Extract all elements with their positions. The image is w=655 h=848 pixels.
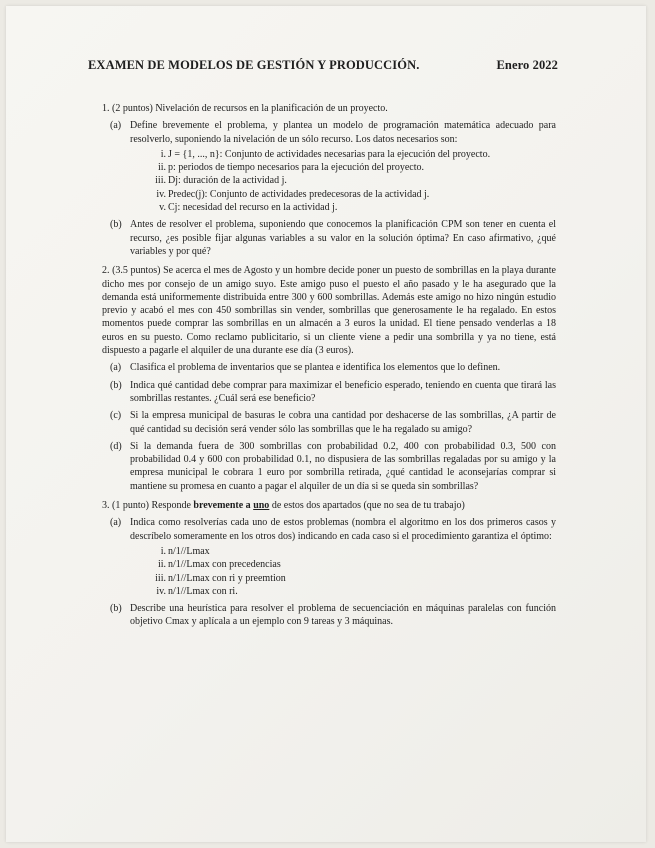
sub-label: (b) — [110, 603, 122, 615]
question-number: 1. — [102, 103, 110, 114]
question-text: (1 punto) Responde — [112, 500, 191, 512]
question-number: 3. — [102, 500, 110, 512]
question-2c — [110, 409, 556, 436]
exam-sheet — [6, 6, 646, 842]
question-3b — [110, 602, 556, 629]
item-list — [130, 148, 556, 214]
sub-label: (c) — [110, 410, 122, 422]
item-number: ii. — [157, 559, 166, 571]
question-1b — [110, 218, 556, 258]
list-item — [150, 585, 556, 598]
list-item — [150, 545, 556, 558]
sub-text: Define brevemente el problema, y plantea un modelo de programación matemática adecuado para resolverlo, suponiendo la nivelación de un sólo recurso. Los datos necesarios son: — [130, 120, 556, 145]
item-number: iii. — [155, 175, 166, 187]
item-text: Predec(j): Conjunto de actividades predecesoras de la actividad j. — [168, 188, 430, 200]
item-number: v. — [159, 202, 166, 214]
question-text-rest: de estos dos apartados (que no sea de tu trabajo) — [271, 500, 465, 512]
sub-text: Si la empresa municipal de basuras le cobra una cantidad por deshacerse de las sombrillas, ¿A partir de qué cantidad su decisión será vender sólo las sombrillas que le ha regalado su amigo? — [130, 410, 556, 435]
question-2a — [110, 361, 556, 374]
sub-text: Si la demanda fuera de 300 sombrillas con probabilidad 0.2, 400 con probabilidad 0.3, 500 con probabilidad 0.4 y 600 con probabilidad 0.1, no dispusiera de las sombrillas regaladas por su amigo y la empresa municipal le cobrara 1 euro por sombrilla retirada, ¿qué cantidad le aconsejarías comprar si mantiene su promesa en cuanto a pagar el alquiler de un día si se queda sin sombrillas? — [130, 440, 556, 492]
question-text: (2 puntos) Nivelación de recursos en la planificación de un proyecto. — [112, 103, 388, 114]
list-item — [150, 201, 556, 214]
list-item — [150, 161, 556, 174]
question-3 — [102, 499, 556, 629]
item-text: Dj: duración de la actividad j. — [168, 175, 287, 187]
sub-label: (b) — [110, 219, 122, 231]
list-item — [150, 174, 556, 187]
item-number: ii. — [157, 162, 166, 174]
sub-text: Indica qué cantidad debe comprar para maximizar el beneficio esperado, teniendo en cuenta que tirará las sombrillas restantes. ¿Cuál será ese beneficio? — [130, 379, 556, 404]
item-text: n/1//Lmax con ri y preemtion — [168, 572, 286, 584]
sub-label: (b) — [110, 379, 122, 391]
sub-text: Clasifica el problema de inventarios que se plantea e identifica los elementos que lo definen. — [130, 362, 501, 374]
item-list — [130, 545, 556, 598]
item-number: iv. — [156, 188, 166, 200]
question-1a — [110, 119, 556, 214]
question-2b — [110, 379, 556, 406]
question-number: 2. — [102, 265, 110, 277]
item-text: n/1//Lmax con ri. — [168, 585, 238, 597]
sub-text: Indica como resolverías cada uno de estos problemas (nombra el algoritmo en los dos primeros casos y descríbelo someramente en los otros dos) indicando en cada caso si el procedimiento garantiza el óptimo: — [130, 517, 556, 542]
sub-label: (a) — [110, 120, 122, 132]
question-text: (3.5 puntos) Se acerca el mes de Agosto y un hombre decide poner un puesto de sombrillas en la playa durante dicho mes por consejo de un amigo suyo. Este amigo puso el puesto el año pasado y le ha asegurado que la demanda está uniformemente distribuida entre 300 y 600 sombrillas. Además este amigo no hizo ningún estudio previo y acabó el mes con 450 sombrillas sin vender, sombrillas que generosamente le ha regalado. En estos momentos puede comprar las sombrillas en un almacén a 3 euros la unidad. El tiene pensado venderlas a 18 euros en su puesto. Como reclamo publicitario, si un cliente viene a pedir una sombrilla y ya no tiene, está dispuesto a pagarle el alquiler de una durante ese día (3 euros). — [102, 265, 556, 357]
sub-label: (a) — [110, 362, 122, 374]
item-number: i. — [160, 545, 166, 557]
sub-label: (a) — [110, 517, 122, 529]
sub-text: Antes de resolver el problema, suponiendo que conocemos la planificación CPM son tener en cuenta el recurso, ¿es posible fijar algunas variables a su valor en la solución óptima? En caso afirmativo, ¿qué variables y por qué? — [130, 219, 556, 257]
question-underline: uno — [253, 500, 270, 512]
question-1 — [102, 102, 556, 258]
item-text: n/1//Lmax — [168, 545, 210, 557]
item-number: iii. — [155, 572, 166, 584]
question-emphasis: brevemente a — [193, 500, 251, 512]
item-text: J = {1, ..., n}: Conjunto de actividades necesarias para la ejecución del proyecto. — [168, 148, 491, 160]
item-text: Cj: necesidad del recurso en la actividad j. — [168, 202, 338, 214]
exam-title: EXAMEN DE MODELOS DE GESTIÓN Y PRODUCCIÓN. — [88, 58, 420, 72]
question-2d — [110, 440, 556, 493]
question-3a — [110, 516, 556, 598]
exam-date: Enero 2022 — [496, 58, 558, 72]
sub-label: (d) — [110, 440, 122, 452]
item-text: n/1//Lmax con precedencias — [168, 559, 281, 571]
exam-body — [102, 102, 556, 633]
question-2 — [102, 264, 556, 493]
item-number: i. — [160, 148, 166, 160]
list-item — [150, 188, 556, 201]
exam-header — [88, 58, 558, 73]
list-item — [150, 572, 556, 585]
sub-text: Describe una heurística para resolver el problema de secuenciación en máquinas paralelas con función objetivo Cmax y aplícala a un ejemplo con 9 tareas y 3 máquinas. — [130, 603, 556, 628]
item-text: p: periodos de tiempo necesarios para la ejecución del proyecto. — [168, 162, 425, 174]
list-item — [150, 148, 556, 161]
list-item — [150, 558, 556, 571]
item-number: iv. — [156, 585, 166, 597]
